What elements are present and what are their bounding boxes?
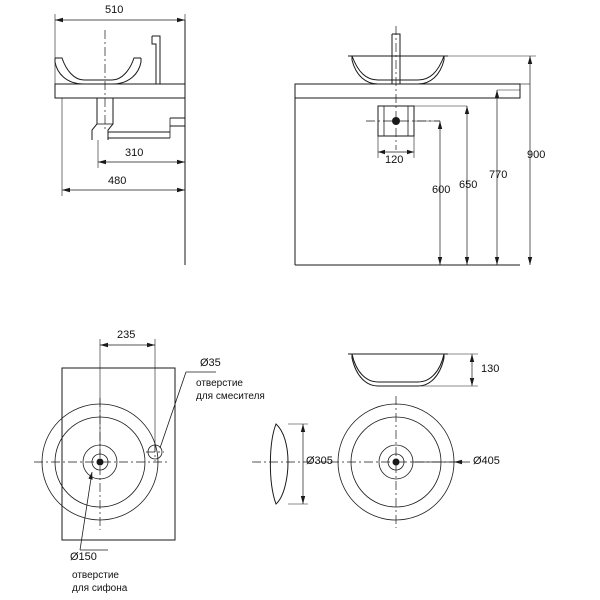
dim-770-label: 770 <box>489 169 508 181</box>
note-faucet-line2: для смесителя <box>196 391 265 402</box>
dim-dia305-label: Ø305 <box>306 455 333 467</box>
dim-dia35-label: Ø35 <box>200 357 221 369</box>
dim-900-label: 900 <box>527 149 546 161</box>
note-faucet-line1: отверстие <box>196 378 243 389</box>
dim-510-label: 510 <box>105 4 124 16</box>
dim-dia150-label: Ø150 <box>70 551 97 563</box>
dim-650-label: 650 <box>459 179 478 191</box>
dim-600-label: 600 <box>432 184 451 196</box>
dim-dia405-label: Ø405 <box>473 455 500 467</box>
dim-310-label: 310 <box>125 147 144 159</box>
dim-480-label: 480 <box>108 175 127 187</box>
note-siphon-line1: отверстие <box>72 570 119 581</box>
dim-130-label: 130 <box>481 363 500 375</box>
note-siphon-line2: для сифона <box>72 583 128 594</box>
dim-235-label: 235 <box>117 329 136 341</box>
dim-120-label: 120 <box>385 154 404 166</box>
